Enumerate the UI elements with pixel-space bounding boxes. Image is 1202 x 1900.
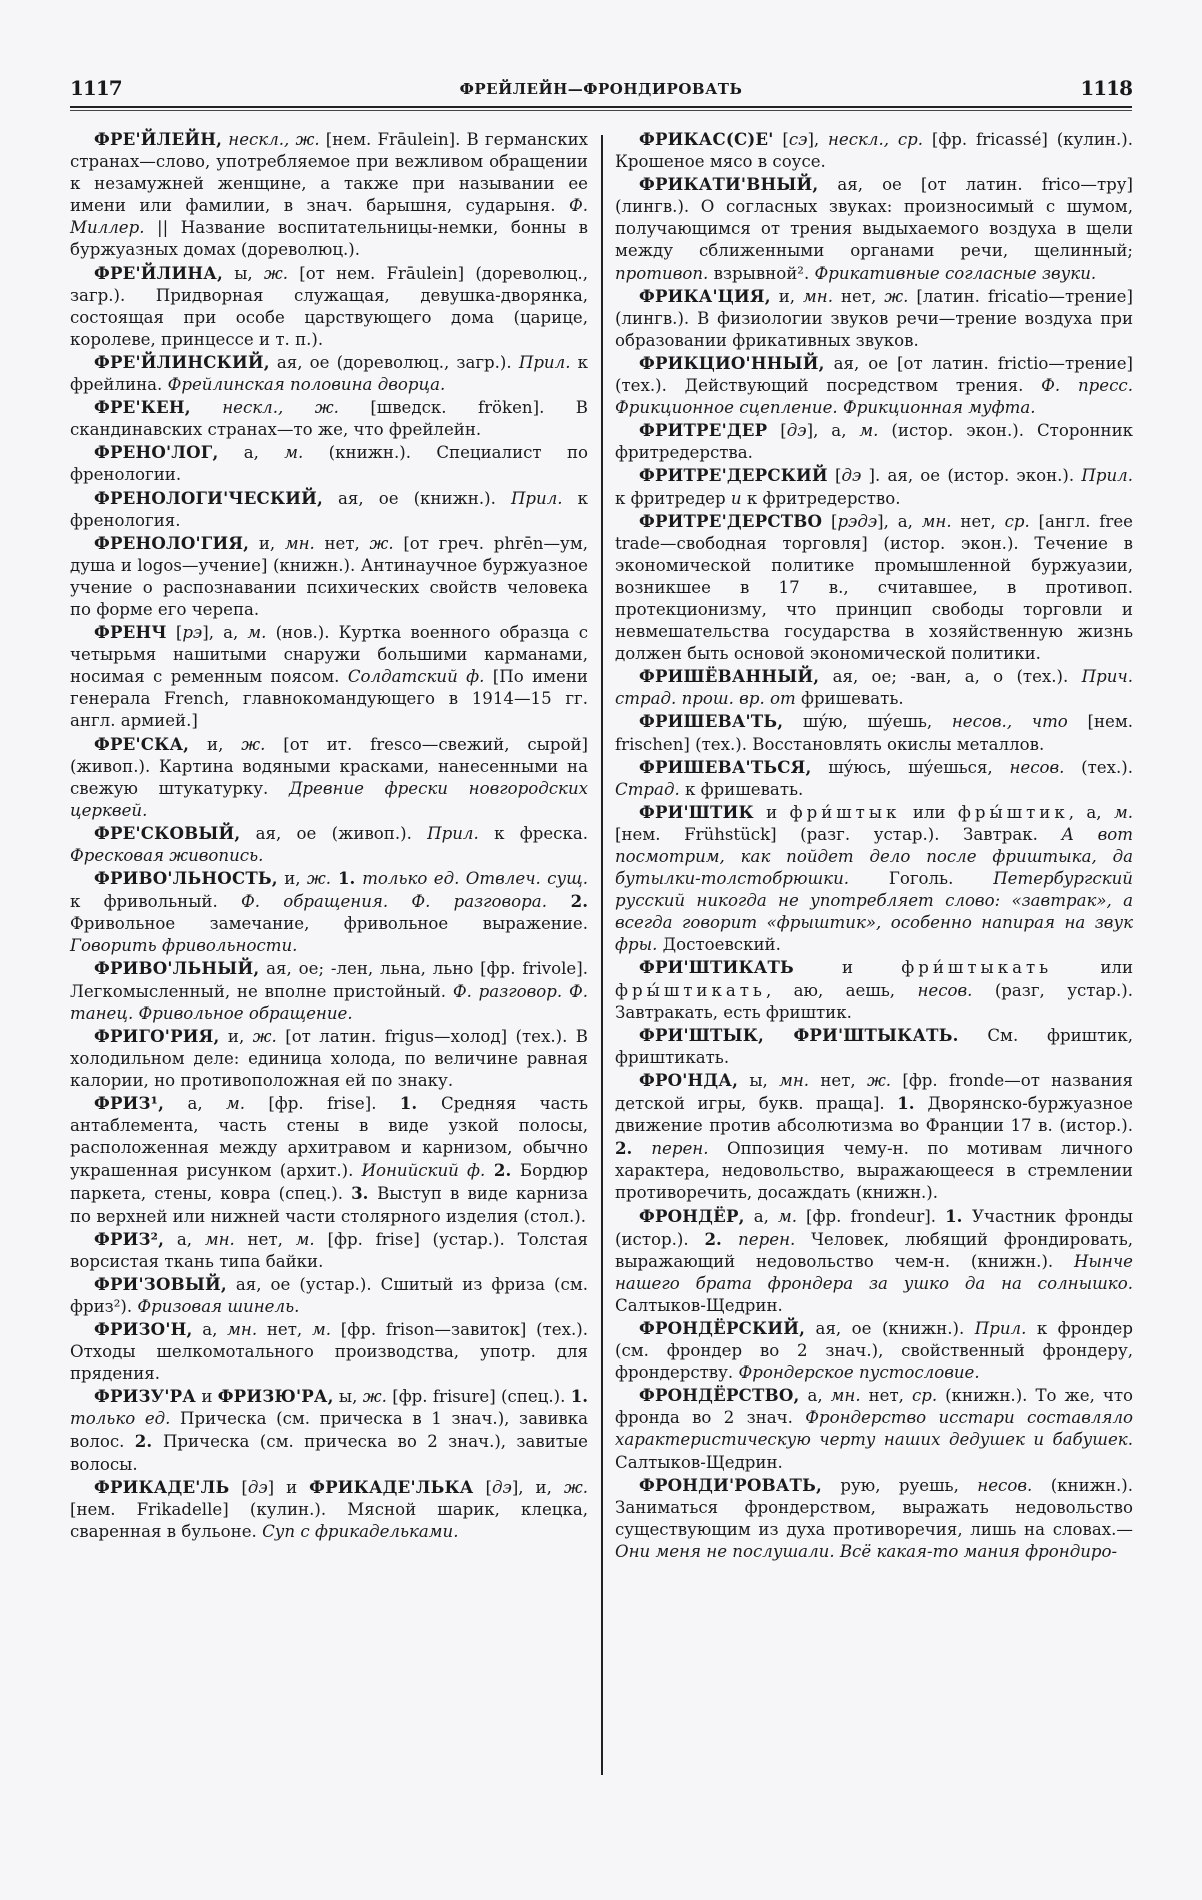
entry-text: фри́штыкать: [901, 958, 1053, 978]
italic-text: мн.: [921, 511, 952, 531]
headword: ФРИШЕВА'ТЬ,: [639, 711, 784, 732]
header-rule: [70, 106, 1132, 108]
entry-text: ], и,: [511, 1477, 564, 1497]
dictionary-entry: [615, 710, 1133, 755]
entry-text: Прическа (см. прическа во 2 знач.), завитые волосы.: [70, 1432, 588, 1474]
entry-text: и,: [249, 533, 285, 553]
entry-text: 2.: [485, 1160, 520, 1181]
entry-text: ] и: [267, 1477, 310, 1497]
italic-text: Фрондерство исстари составляло характеристическую черту наших дедушек и бабушек.: [615, 1408, 1134, 1450]
italic-text: несов.: [1009, 757, 1065, 777]
entry-text: ая, ое; -лен, льна, льно [фр. frivole]. Легкомысленный, не вполне пристойный.: [70, 959, 588, 1001]
headword: ФРЕ'ЙЛИНСКИЙ,: [94, 351, 270, 372]
headword: ФРИЗУ'РА: [94, 1386, 197, 1407]
italic-text: Ф. пресс. Фрикционное сцепление. Фрикционная муфта.: [615, 376, 1133, 418]
dictionary-entry: [615, 1384, 1133, 1473]
dictionary-entry: [70, 396, 588, 441]
italic-text: Прич. страд. прош. вр. от: [615, 667, 1133, 709]
entry-text: нет,: [860, 1386, 912, 1406]
entry-text: фришевать.: [795, 689, 904, 709]
italic-text: мн.: [227, 1319, 258, 1339]
entry-text: а,: [192, 1319, 228, 1339]
italic-text: Прил.: [1081, 466, 1133, 486]
entry-text: ая, ое (книжн.).: [805, 1318, 975, 1338]
italic-text: ж.: [563, 1477, 589, 1497]
entry-text: [от латин. frigus—холод] (тех.). В холодильном деле: единица холода, по величине равная калории, но противоположная ей по знаку.: [70, 1026, 588, 1090]
headword: ФРЕ'ЙЛЕЙН,: [94, 129, 223, 149]
dictionary-entry: [70, 441, 588, 486]
entry-text: 1.: [945, 1205, 973, 1226]
entry-text: ая, ое; -ван, а, о (тех.).: [819, 667, 1082, 687]
entry-text: к фришевать.: [679, 779, 804, 799]
headword: ФРЕ'СКА,: [94, 733, 190, 754]
entry-text: 1.: [897, 1093, 928, 1114]
italic-text: рэдэ: [837, 511, 878, 531]
entry-text: 2.: [704, 1228, 739, 1249]
entry-text: ], а,: [806, 421, 860, 441]
entry-text: ],: [807, 130, 828, 149]
headword: ФРИЗО'Н,: [94, 1318, 193, 1339]
entry-text: (разг, устар.). Завтракать, есть фриштик.: [615, 980, 1133, 1022]
italic-text: несов., что: [951, 712, 1068, 732]
entry-text: (книжн.). Заниматься фрондерством, выражать недовольство существующим из духа противоречия, лишь на словах.—: [615, 1475, 1134, 1539]
italic-text: перен.: [651, 1139, 709, 1159]
headword: ФРЕ'ЙЛИНА,: [94, 262, 223, 283]
entry-text: [шведск. fröken]. В скандинавских странах—то же, что фрейлейн.: [70, 398, 589, 440]
entry-text: 1.: [570, 1386, 589, 1407]
entry-text: [фр. frise] (устар.). Толстая ворсистая ткань типа байки.: [70, 1229, 589, 1271]
italic-text: м.: [311, 1319, 331, 1339]
entry-text: ая, ое (книжн.).: [322, 488, 511, 508]
entry-text: Средняя часть антаблемента, часть стены в виде узкой полосы, расположенная между архитравом и карнизом, обычно украшенная рисунком (архит.).: [70, 1094, 589, 1181]
italic-text: мн.: [830, 1386, 861, 1406]
italic-text: ж.: [263, 263, 300, 283]
dictionary-entry: [70, 1476, 588, 1543]
italic-text: м.: [859, 421, 879, 441]
headword: ФРЕНОЛО'ГИЯ,: [94, 532, 250, 553]
entry-text: ая, ое (живоп.).: [240, 823, 428, 843]
entry-text: [: [229, 1477, 248, 1497]
entry-text: 2.: [546, 891, 588, 912]
italic-text: нескл., ср.: [827, 130, 924, 149]
entry-text: [фр. fronde—от названия детской игры, букв. праща].: [615, 1070, 1134, 1114]
headword: ФРИЗ¹,: [94, 1093, 165, 1114]
entry-text: (тех.).: [1064, 757, 1133, 777]
headword: ФРИ'ШТИКАТЬ: [639, 957, 794, 978]
italic-text: Страд.: [615, 779, 680, 799]
entry-text: См. фриштик, фриштикать.: [615, 1025, 1133, 1067]
entry-text: к френология.: [70, 488, 588, 530]
entry-text: Гоголь.: [849, 869, 994, 889]
entry-text: нет,: [809, 1070, 867, 1090]
entry-text: Участник фронды (истор.).: [615, 1206, 1134, 1249]
entry-text: нет,: [951, 511, 1005, 531]
italic-text: дэ: [247, 1477, 268, 1497]
header-rule-thin: [70, 110, 1132, 111]
entry-text: 1.: [331, 868, 363, 889]
dictionary-entry: [615, 464, 1133, 509]
italic-text: Прил.: [974, 1318, 1027, 1338]
entry-text: [фр. frisure] (спец.).: [386, 1387, 571, 1407]
italic-text: дэ: [492, 1477, 512, 1497]
headword: ФРИВО'ЛЬНОСТЬ,: [94, 868, 278, 889]
headword: ФРЕНЧ: [94, 622, 167, 643]
italic-text: м.: [777, 1206, 797, 1226]
italic-text: нескл., ж.: [222, 130, 326, 149]
entry-text: и: [196, 1387, 218, 1407]
dictionary-entry: [70, 487, 588, 532]
italic-text: нескл., ж.: [190, 398, 371, 418]
entry-text: а,: [744, 1206, 778, 1226]
entry-text: Достоевский.: [657, 935, 781, 955]
headword: ФРЕ'КЕН,: [94, 397, 191, 418]
entry-text: (нов.). Куртка военного образца с четырьмя нашитыми снаружи большими карманами, носимая с ременным поясом.: [70, 623, 588, 687]
entry-text: нет,: [234, 1229, 296, 1249]
italic-text: мн.: [803, 286, 833, 306]
entry-text: [фр. frison—завиток] (тех.). Отходы шелкомотального производства, употр. для прядения.: [70, 1319, 588, 1384]
entry-text: [: [822, 511, 838, 531]
italic-text: Древние фрески новгородских церквей.: [70, 778, 589, 820]
headword: ФРОНДЁРСТВО,: [639, 1385, 800, 1406]
italic-text: Суп с фрикадельками.: [262, 1521, 459, 1541]
dictionary-entry: [615, 665, 1133, 710]
entry-text: [: [473, 1477, 492, 1497]
headword: ФРИКАДЕ'ЛЬ: [94, 1476, 230, 1497]
italic-text: м.: [1113, 802, 1133, 822]
italic-text: ср.: [911, 1386, 938, 1406]
dictionary-entry: [615, 1024, 1133, 1069]
entry-text: Оппозиция чему-н. по мотивам личного характера, недовольство, выражающееся в стремлении противоречить, досаждать (книжн.).: [615, 1139, 1133, 1203]
entry-text: ы,: [738, 1070, 780, 1090]
dictionary-entry: [70, 262, 588, 351]
entry-text: [: [773, 130, 789, 149]
italic-text: м.: [284, 443, 304, 463]
entry-text: к фритредер: [615, 488, 731, 508]
headword: ФРИТРЕ'ДЕР: [639, 420, 768, 441]
italic-text: только ед. Отвлеч. сущ.: [362, 869, 588, 889]
entry-text: к фреска.: [478, 823, 588, 843]
dictionary-entry: [615, 801, 1133, 957]
dictionary-entry: [70, 1385, 588, 1475]
italic-text: Прил.: [518, 352, 571, 372]
dictionary-entry: [70, 1092, 588, 1228]
headword: ФРИКЦИО'ННЫЙ,: [639, 352, 825, 373]
italic-text: Фризовая шинель.: [137, 1296, 300, 1316]
italic-text: ж.: [241, 734, 266, 754]
entry-text: и,: [189, 734, 242, 754]
entry-text: Салтыков-Щедрин.: [615, 1295, 783, 1315]
italic-text: Фрондерское пустословие.: [738, 1363, 980, 1383]
entry-text: нет,: [314, 533, 370, 553]
italic-text: Фрикативные согласные звуки.: [814, 263, 1097, 283]
italic-text: ж.: [866, 1070, 892, 1090]
italic-text: несов.: [917, 980, 973, 1000]
dictionary-entry: [615, 956, 1133, 1023]
entry-text: ая, ое (устар.). Сшитый из фриза (см. фриз²).: [70, 1274, 588, 1316]
right-column: [615, 128, 1133, 1563]
headword: ФРИВО'ЛЬНЫЙ,: [94, 958, 260, 979]
entry-text: и: [793, 958, 902, 978]
italic-text: Ф. разговор. Ф. танец. Фривольное обращение.: [70, 981, 588, 1023]
entry-text: ], а,: [877, 511, 922, 531]
entry-text: 3.: [351, 1183, 378, 1204]
entry-text: Фривольное замечание, фривольное выражение.: [70, 914, 588, 934]
italic-text: Нынче нашего брата фрондера за ушко да на солнышко.: [615, 1251, 1133, 1293]
headword: ФРИ'ШТЫК, ФРИ'ШТЫКАТЬ.: [639, 1024, 959, 1045]
entry-text: нет,: [832, 286, 885, 306]
running-head: ФРЕЙЛЕЙН—ФРОНДИРОВАТЬ: [459, 80, 743, 98]
dictionary-entry: [70, 733, 588, 822]
dictionary-entry: [615, 510, 1133, 666]
italic-text: А вот посмотрим, как пойдет дело после фриштыка, да бутылки-толстобрюшки.: [615, 824, 1133, 889]
dictionary-entry: [70, 621, 588, 732]
entry-text: шу́юсь, шу́ешься,: [811, 757, 1010, 777]
entry-text: [нем. Frikadelle] (кулин.). Мясной шарик, клецка, сваренная в бульоне.: [70, 1499, 588, 1541]
dictionary-entry: [70, 532, 588, 621]
italic-text: Солдатский ф.: [347, 667, 485, 687]
italic-text: Ионийский ф.: [361, 1161, 486, 1181]
entry-text: (книжн.). Специалист по френологии.: [70, 443, 588, 485]
dictionary-entry: [70, 867, 588, 957]
entry-text: к фритредерство.: [741, 488, 901, 508]
italic-text: ж.: [252, 1026, 277, 1046]
entry-text: ы,: [222, 263, 264, 283]
headword: ФРИТРЕ'ДЕРСТВО: [639, 510, 823, 531]
dictionary-entry: [70, 822, 588, 867]
entry-text: [нем. Frāulein]. В германских странах—слово, употребляемое при вежливом обращении к незамужней женщине, а также при назывании ее имени или фамилии, в знач. барышня, сударыня.: [70, 130, 588, 216]
headword: ФРИГО'РИЯ,: [94, 1025, 220, 1046]
italic-text: несов.: [977, 1475, 1033, 1495]
italic-text: сэ: [788, 130, 808, 149]
entry-text: Бордюр паркета, стены, ковра (спец.).: [70, 1161, 588, 1204]
left-page-number: 1117: [70, 76, 122, 100]
entry-text: а,: [799, 1386, 831, 1406]
dictionary-entry: [615, 1205, 1133, 1317]
entry-text: взрывной².: [708, 263, 815, 283]
entry-text: к фривольный.: [70, 892, 241, 912]
headword: ФРИШЕВА'ТЬСЯ,: [639, 756, 812, 777]
headword: ФРОНДИ'РОВАТЬ,: [639, 1474, 822, 1495]
entry-text: 2.: [615, 1138, 652, 1159]
entry-text: Дворянско-буржуазное движение против абсолютизма во Франции 17 в. (истор.).: [615, 1094, 1133, 1136]
headword: ФРИЗЮ'РА,: [217, 1386, 334, 1407]
entry-text: [По имени генерала French, главнокомандующего в 1914—15 гг. англ. армией.]: [70, 667, 588, 731]
entry-text: Выступ в виде карниза по верхней или нижней части столярного изделия (стол.).: [70, 1184, 588, 1226]
entry-text: (истор. экон.). Сторонник фритредерства.: [615, 421, 1133, 463]
entry-text: , а,: [1068, 802, 1114, 822]
entry-text: [от ит. fresco—свежий, сырой] (живоп.). Картина водяными красками, нанесенными на свежую штукатурку.: [70, 734, 588, 798]
italic-text: Говорить фривольности.: [70, 936, 298, 956]
italic-text: м.: [225, 1094, 245, 1114]
dictionary-entry: [615, 173, 1133, 284]
entry-text: ая, ое [от латин. frico—тру] (лингв.). О согласных звуках: произносимый с шумом, получающимся от трения выдыхаемого воздуха в щели между сближенными органами речи, щелинный;: [615, 175, 1133, 261]
italic-text: противоп.: [615, 263, 709, 283]
entry-text: и,: [277, 869, 307, 889]
italic-text: перен.: [738, 1229, 796, 1249]
dictionary-entry: [615, 1317, 1133, 1384]
italic-text: рэ: [182, 623, 203, 643]
entry-text: рую, руешь,: [821, 1475, 978, 1495]
entry-text: Прическа (см. прическа в 1 знач.), завивка волос.: [70, 1409, 588, 1452]
italic-text: мн.: [284, 533, 315, 553]
dictionary-entry: [70, 128, 588, 262]
dictionary-entry: [615, 756, 1133, 801]
headword: ФРИКАДЕ'ЛЬКА: [309, 1476, 474, 1497]
italic-text: ж.: [369, 533, 394, 553]
dictionary-entry: [70, 1318, 588, 1385]
italic-text: Они меня не послушали. Всё какая-то мания фрондиро-: [615, 1541, 1118, 1561]
left-column: [70, 128, 588, 1543]
right-page-number: 1118: [1080, 76, 1132, 100]
entry-text: а,: [164, 1229, 205, 1249]
dictionary-entry: [70, 957, 588, 1024]
italic-text: Фресковая живопись.: [70, 846, 264, 865]
entry-text: || Название воспитательницы-немки, бонны в буржуазных домах (дореволюц.).: [70, 218, 588, 260]
entry-text: [от нем. Frāulein] (дореволюц., загр.). Придворная служащая, девушка-дворянка, состоящая при особе царствующего дома (царице, королеве, принцессе и т. п.).: [70, 263, 588, 349]
italic-text: Прил.: [510, 488, 563, 508]
entry-text: или: [900, 802, 958, 822]
headword: ФРИКА'ЦИЯ,: [639, 285, 771, 306]
entry-text: (книжн.). То же, что фронда во 2 знач.: [615, 1386, 1134, 1428]
dictionary-entry: [615, 352, 1133, 419]
entry-text: ], а,: [202, 623, 248, 643]
headword: ФРОНДЁРСКИЙ,: [639, 1317, 806, 1338]
italic-text: м.: [247, 623, 267, 643]
entry-text: шу́ю, шу́ешь,: [783, 712, 952, 732]
entry-text: ая, ое [от латин. frictio—трение] (тех.). Действующий посредством трения.: [615, 353, 1133, 396]
headword: ФРИТРЕ'ДЕРСКИЙ: [639, 465, 828, 486]
headword: ФРО'НДА,: [639, 1069, 739, 1090]
entry-text: [латин. fricatio—трение] (лингв.). В физиологии звуков речи—трение воздуха при образовании фрикативных звуков.: [615, 286, 1133, 350]
italic-text: ж.: [362, 1387, 387, 1407]
headword: ФРЕ'СКОВЫЙ,: [94, 822, 241, 843]
entry-text: [фр. frondeur].: [796, 1206, 946, 1226]
headword: ФРИ'ЗОВЫЙ,: [94, 1273, 227, 1294]
entry-text: ая, ое (дореволюц., загр.).: [269, 352, 519, 372]
entry-text: фры́штик: [957, 802, 1069, 822]
italic-text: и: [730, 488, 742, 508]
dictionary-entry: [70, 351, 588, 396]
entry-text: ы,: [333, 1387, 363, 1407]
italic-text: Ф. обращения. Ф. разговора.: [240, 892, 547, 912]
entry-text: [: [827, 466, 842, 486]
italic-text: Ф. Миллер.: [70, 196, 588, 238]
italic-text: мн.: [779, 1070, 810, 1090]
italic-text: дэ: [841, 466, 862, 486]
dictionary-entry: [70, 1228, 588, 1273]
entry-text: Салтыков-Щедрин.: [615, 1452, 783, 1472]
italic-text: Прил.: [427, 823, 479, 843]
entry-text: а,: [218, 443, 285, 463]
headword: ФРЕНО'ЛОГ,: [94, 442, 219, 463]
italic-text: ж.: [884, 286, 909, 306]
entry-text: [фр. frise].: [245, 1094, 400, 1114]
italic-text: ср.: [1004, 511, 1030, 531]
entry-text: и: [753, 802, 790, 822]
entry-text: ]. ая, ое (истор. экон.).: [861, 466, 1082, 486]
dictionary-entry: [615, 285, 1133, 352]
headword: ФРИКАТИ'ВНЫЙ,: [639, 174, 819, 195]
italic-text: дэ: [786, 421, 807, 441]
headword: ФРИ'ШТИК: [639, 801, 754, 822]
entry-text: и,: [219, 1026, 253, 1046]
entry-text: 1.: [399, 1093, 441, 1114]
italic-text: Фрейлинская половина дворца.: [167, 375, 446, 395]
entry-text: к фрейлина.: [70, 352, 588, 395]
entry-text: [: [767, 421, 787, 441]
italic-text: только ед.: [70, 1409, 171, 1429]
entry-text: и,: [770, 286, 803, 306]
headword: ФРИКАС(С)Е': [639, 129, 774, 149]
entry-text: [фр. fricassé] (кулин.). Крошеное мясо в соусе.: [615, 130, 1133, 172]
headword: ФРИШЁВАННЫЙ,: [639, 666, 820, 687]
entry-text: а,: [164, 1094, 226, 1114]
headword: ФРЕНОЛОГИ'ЧЕСКИЙ,: [94, 487, 323, 508]
dictionary-entry: [615, 1474, 1133, 1563]
entry-text: или: [1052, 958, 1133, 978]
dictionary-entry: [70, 1273, 588, 1318]
column-divider: [601, 135, 603, 1775]
entry-text: фри́штык: [789, 802, 901, 822]
italic-text: мн.: [204, 1229, 235, 1249]
entry-text: фры́штикать: [615, 980, 766, 1000]
entry-text: [от греч. phrēn—ум, душа и logos—учение] (книжн.). Антинаучное буржуазное учение о распознавании психических свойств человека по форме его черепа.: [70, 533, 588, 619]
dictionary-entry: [615, 128, 1133, 173]
italic-text: ж.: [306, 869, 332, 889]
entry-text: к фрондер (см. фрондер во 2 знач.), свойственный фрондеру, фрондерству.: [615, 1318, 1133, 1383]
italic-text: м.: [295, 1229, 315, 1249]
entry-text: [англ. free trade—свободная торговля] (истор. экон.). Течение в экономической политике промышленной буржуазии, возникшее в 17 в., считавшее, в противоп. протекционизму, что принцип свободы торговли и невмешательства государства в хозяйственную жизнь должен быть основой экономической политики.: [615, 511, 1133, 664]
dictionary-entry: [70, 1025, 588, 1092]
entry-text: 2.: [134, 1431, 163, 1452]
entry-text: [нем. frischen] (тех.). Восстановлять окислы металлов.: [615, 712, 1134, 754]
dictionary-entry: [615, 1069, 1133, 1205]
dictionary-entry: [615, 419, 1133, 464]
headword: ФРИЗ²,: [94, 1228, 165, 1249]
entry-text: нет,: [257, 1319, 312, 1339]
entry-text: [нем. Frühstück] (разг. устар.). Завтрак.: [615, 824, 1062, 844]
italic-text: Петербургский русский никогда не употребляет слово: «завтрак», а всегда говорит «фрыштик», особенно напирая на звук фры.: [615, 869, 1133, 955]
entry-text: , аю, аешь,: [765, 980, 918, 1000]
headword: ФРОНДЁР,: [639, 1205, 745, 1226]
entry-text: Человек, любящий фрондировать, выражающий недовольство чем-н. (книжн.).: [615, 1229, 1133, 1271]
entry-text: [: [166, 623, 183, 643]
